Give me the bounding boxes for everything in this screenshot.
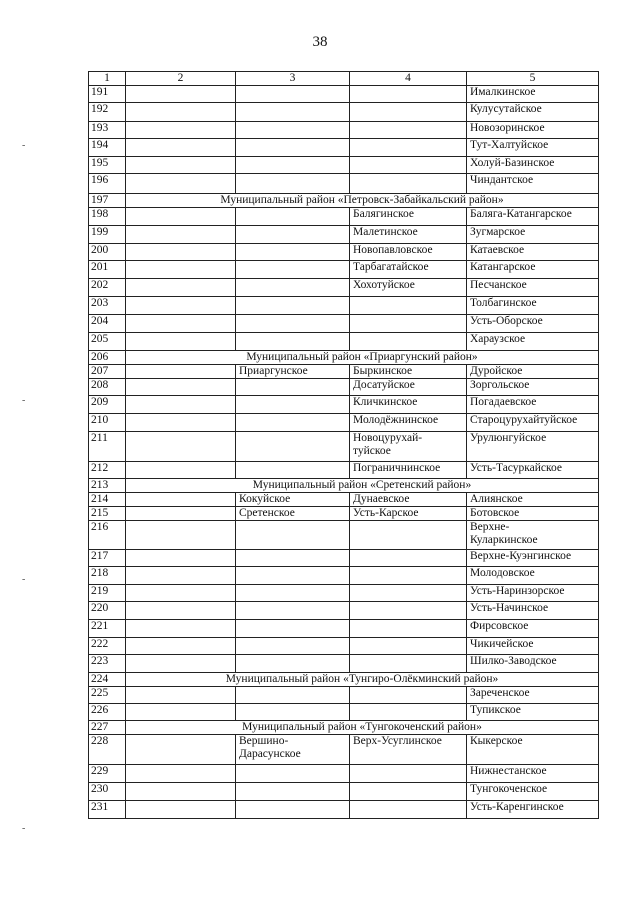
- table-row: [89, 226, 599, 244]
- table-row: [89, 122, 599, 139]
- row-number: 196: [89, 174, 126, 194]
- cell-col-3: [236, 585, 350, 602]
- row-number: 198: [89, 208, 126, 226]
- cell-col-2: [126, 261, 236, 279]
- cell-col-2: [126, 567, 236, 585]
- cell-col-5: Баляга-Катангарское: [467, 208, 599, 226]
- cell-col-3: [236, 655, 350, 673]
- row-number: 199: [89, 226, 126, 244]
- cell-col-3: [236, 315, 350, 333]
- cell-col-5: Зугмарское: [467, 226, 599, 244]
- margin-mark: -: [22, 823, 26, 834]
- table-row: [89, 735, 599, 765]
- section-row: [89, 721, 599, 735]
- cell-col-3: Приаргунское: [236, 365, 350, 379]
- table-row: [89, 687, 599, 704]
- cell-col-3: [236, 521, 350, 550]
- row-number: 206: [89, 351, 126, 365]
- cell-col-3: [236, 139, 350, 157]
- cell-col-4: [350, 103, 467, 122]
- table-row: [89, 801, 599, 819]
- header-row: [89, 72, 599, 86]
- row-number: 213: [89, 479, 126, 493]
- cell-col-4: Тарбагатайское: [350, 261, 467, 279]
- cell-col-5: Ималкинское: [467, 86, 599, 103]
- cell-col-2: [126, 521, 236, 550]
- cell-col-2: [126, 493, 236, 507]
- cell-col-5: Катангарское: [467, 261, 599, 279]
- cell-col-2: [126, 379, 236, 396]
- cell-col-5: Фирсовское: [467, 620, 599, 638]
- column-header-1: 1: [89, 72, 126, 86]
- cell-col-2: [126, 687, 236, 704]
- cell-col-2: [126, 315, 236, 333]
- cell-col-2: [126, 432, 236, 462]
- cell-col-3: [236, 379, 350, 396]
- cell-col-5: Усть-Каренгинское: [467, 801, 599, 819]
- row-number: 218: [89, 567, 126, 585]
- cell-col-4: [350, 139, 467, 157]
- cell-col-2: [126, 333, 236, 351]
- table-row: [89, 315, 599, 333]
- cell-col-2: [126, 801, 236, 819]
- row-number: 223: [89, 655, 126, 673]
- cell-col-3: [236, 174, 350, 194]
- cell-col-3: [236, 620, 350, 638]
- margin-mark: -: [22, 395, 26, 406]
- row-number: 225: [89, 687, 126, 704]
- cell-col-3: [236, 122, 350, 139]
- row-number: 220: [89, 602, 126, 620]
- cell-col-2: [126, 396, 236, 414]
- cell-col-4: [350, 122, 467, 139]
- cell-col-3: [236, 765, 350, 783]
- table-row: [89, 783, 599, 801]
- row-number: 192: [89, 103, 126, 122]
- cell-col-2: [126, 122, 236, 139]
- cell-col-4: [350, 521, 467, 550]
- table-row: [89, 432, 599, 462]
- cell-col-5: Кулусутайское: [467, 103, 599, 122]
- district-title: Муниципальный район «Тунгокоченский район»: [126, 721, 599, 735]
- cell-col-2: [126, 655, 236, 673]
- cell-col-3: [236, 567, 350, 585]
- table-row: [89, 462, 599, 479]
- cell-col-3: [236, 279, 350, 297]
- cell-col-2: [126, 585, 236, 602]
- row-number: 207: [89, 365, 126, 379]
- cell-col-3: [236, 462, 350, 479]
- cell-col-2: [126, 550, 236, 567]
- table-row: [89, 379, 599, 396]
- table-row: [89, 765, 599, 783]
- row-number: 226: [89, 704, 126, 721]
- cell-col-2: [126, 139, 236, 157]
- cell-col-2: [126, 279, 236, 297]
- table-row: [89, 585, 599, 602]
- cell-col-2: [126, 86, 236, 103]
- cell-col-5: Песчанское: [467, 279, 599, 297]
- cell-col-5: Кыкерское: [467, 735, 599, 765]
- cell-col-5: Катаевское: [467, 244, 599, 261]
- cell-col-4: [350, 687, 467, 704]
- cell-col-3: [236, 333, 350, 351]
- cell-col-5: Староцурухайтуйское: [467, 414, 599, 432]
- cell-col-3: [236, 244, 350, 261]
- row-number: 229: [89, 765, 126, 783]
- cell-col-4: [350, 174, 467, 194]
- cell-col-4: Малетинское: [350, 226, 467, 244]
- section-row: [89, 673, 599, 687]
- table-row: [89, 86, 599, 103]
- cell-col-4: Хохотуйское: [350, 279, 467, 297]
- row-number: 228: [89, 735, 126, 765]
- municipalities-table: [88, 71, 599, 819]
- cell-col-2: [126, 735, 236, 765]
- cell-col-4: [350, 157, 467, 174]
- table-row: [89, 704, 599, 721]
- cell-col-5: Шилко-Заводское: [467, 655, 599, 673]
- table-row: [89, 507, 599, 521]
- cell-col-3: [236, 208, 350, 226]
- column-header-3: 3: [236, 72, 350, 86]
- table-row: [89, 567, 599, 585]
- cell-col-5: Холуй-Базинское: [467, 157, 599, 174]
- cell-col-3: [236, 226, 350, 244]
- cell-col-4: Усть-Карское: [350, 507, 467, 521]
- cell-col-5: Дуройское: [467, 365, 599, 379]
- row-number: 230: [89, 783, 126, 801]
- row-number: 215: [89, 507, 126, 521]
- table-row: [89, 208, 599, 226]
- row-number: 221: [89, 620, 126, 638]
- district-title: Муниципальный район «Сретенский район»: [126, 479, 599, 493]
- row-number: 231: [89, 801, 126, 819]
- table-row: [89, 333, 599, 351]
- row-number: 200: [89, 244, 126, 261]
- section-row: [89, 351, 599, 365]
- table-row: [89, 279, 599, 297]
- table-row: [89, 157, 599, 174]
- cell-col-5: Усть-Наринзорское: [467, 585, 599, 602]
- cell-col-4: [350, 655, 467, 673]
- table-row: [89, 620, 599, 638]
- row-number: 191: [89, 86, 126, 103]
- cell-col-4: [350, 585, 467, 602]
- cell-col-4: [350, 704, 467, 721]
- cell-col-4: [350, 567, 467, 585]
- cell-col-5: Урулюнгуйское: [467, 432, 599, 462]
- cell-col-5: Верхне- Куларкинское: [467, 521, 599, 550]
- row-number: 209: [89, 396, 126, 414]
- cell-col-4: Балягинское: [350, 208, 467, 226]
- row-number: 211: [89, 432, 126, 462]
- section-row: [89, 194, 599, 208]
- cell-col-4: [350, 333, 467, 351]
- row-number: 222: [89, 638, 126, 655]
- cell-col-3: [236, 550, 350, 567]
- cell-col-5: Алиянское: [467, 493, 599, 507]
- row-number: 214: [89, 493, 126, 507]
- row-number: 224: [89, 673, 126, 687]
- district-title: Муниципальный район «Приаргунский район»: [126, 351, 599, 365]
- cell-col-4: Дунаевское: [350, 493, 467, 507]
- cell-col-4: [350, 783, 467, 801]
- cell-col-4: Новоцурухай- туйское: [350, 432, 467, 462]
- cell-col-3: [236, 801, 350, 819]
- cell-col-2: [126, 638, 236, 655]
- row-number: 202: [89, 279, 126, 297]
- cell-col-4: Новопавловское: [350, 244, 467, 261]
- cell-col-3: Вершино- Дарасунское: [236, 735, 350, 765]
- column-header-4: 4: [350, 72, 467, 86]
- cell-col-5: Тунгокоченское: [467, 783, 599, 801]
- cell-col-3: [236, 157, 350, 174]
- cell-col-5: Верхне-Куэнгинское: [467, 550, 599, 567]
- cell-col-2: [126, 103, 236, 122]
- cell-col-5: Усть-Тасуркайское: [467, 462, 599, 479]
- cell-col-3: [236, 297, 350, 315]
- column-header-2: 2: [126, 72, 236, 86]
- cell-col-4: Быркинское: [350, 365, 467, 379]
- cell-col-4: Досатуйское: [350, 379, 467, 396]
- cell-col-5: Толбагинское: [467, 297, 599, 315]
- cell-col-3: [236, 103, 350, 122]
- table-row: [89, 521, 599, 550]
- cell-col-5: Зареченское: [467, 687, 599, 704]
- cell-col-3: [236, 396, 350, 414]
- cell-col-4: [350, 86, 467, 103]
- cell-col-3: [236, 86, 350, 103]
- cell-col-2: [126, 226, 236, 244]
- table-row: [89, 365, 599, 379]
- table-row: [89, 261, 599, 279]
- row-number: 208: [89, 379, 126, 396]
- cell-col-4: Верх-Усуглинское: [350, 735, 467, 765]
- table-row: [89, 297, 599, 315]
- cell-col-4: [350, 638, 467, 655]
- table-row: [89, 396, 599, 414]
- district-title: Муниципальный район «Тунгиро-Олёкминский район»: [126, 673, 599, 687]
- cell-col-4: [350, 602, 467, 620]
- table-row: [89, 414, 599, 432]
- margin-mark: -: [22, 140, 26, 151]
- cell-col-5: Молодовское: [467, 567, 599, 585]
- cell-col-2: [126, 602, 236, 620]
- row-number: 227: [89, 721, 126, 735]
- table-row: [89, 602, 599, 620]
- cell-col-4: [350, 315, 467, 333]
- cell-col-5: Нижнестанское: [467, 765, 599, 783]
- cell-col-5: Ботовское: [467, 507, 599, 521]
- cell-col-2: [126, 704, 236, 721]
- row-number: 219: [89, 585, 126, 602]
- cell-col-5: Тут-Халтуйское: [467, 139, 599, 157]
- cell-col-2: [126, 208, 236, 226]
- row-number: 201: [89, 261, 126, 279]
- row-number: 194: [89, 139, 126, 157]
- cell-col-2: [126, 244, 236, 261]
- row-number: 216: [89, 521, 126, 550]
- cell-col-3: [236, 602, 350, 620]
- cell-col-3: [236, 432, 350, 462]
- section-row: [89, 479, 599, 493]
- cell-col-4: [350, 801, 467, 819]
- cell-col-3: [236, 687, 350, 704]
- cell-col-2: [126, 765, 236, 783]
- cell-col-4: [350, 550, 467, 567]
- cell-col-3: [236, 638, 350, 655]
- cell-col-5: Усть-Начинское: [467, 602, 599, 620]
- cell-col-4: Молодёжнинское: [350, 414, 467, 432]
- table-row: [89, 139, 599, 157]
- cell-col-4: Кличкинское: [350, 396, 467, 414]
- cell-col-3: Сретенское: [236, 507, 350, 521]
- cell-col-2: [126, 620, 236, 638]
- cell-col-5: Зоргольское: [467, 379, 599, 396]
- cell-col-2: [126, 414, 236, 432]
- row-number: 204: [89, 315, 126, 333]
- cell-col-2: [126, 365, 236, 379]
- page-number: 38: [312, 34, 328, 50]
- cell-col-3: [236, 414, 350, 432]
- cell-col-2: [126, 297, 236, 315]
- cell-col-3: [236, 783, 350, 801]
- row-number: 205: [89, 333, 126, 351]
- cell-col-4: [350, 620, 467, 638]
- table-body: [89, 72, 599, 819]
- cell-col-2: [126, 507, 236, 521]
- table-row: [89, 638, 599, 655]
- cell-col-2: [126, 783, 236, 801]
- row-number: 203: [89, 297, 126, 315]
- row-number: 193: [89, 122, 126, 139]
- row-number: 210: [89, 414, 126, 432]
- cell-col-3: [236, 704, 350, 721]
- district-title: Муниципальный район «Петровск-Забайкальский район»: [126, 194, 599, 208]
- table-row: [89, 103, 599, 122]
- cell-col-5: Новозоринское: [467, 122, 599, 139]
- row-number: 217: [89, 550, 126, 567]
- row-number: 195: [89, 157, 126, 174]
- cell-col-3: Кокуйское: [236, 493, 350, 507]
- cell-col-3: [236, 261, 350, 279]
- table-row: [89, 550, 599, 567]
- table-row: [89, 244, 599, 261]
- table-row: [89, 493, 599, 507]
- cell-col-4: [350, 297, 467, 315]
- column-header-5: 5: [467, 72, 599, 86]
- cell-col-5: Тупикское: [467, 704, 599, 721]
- cell-col-5: Погадаевское: [467, 396, 599, 414]
- table-row: [89, 174, 599, 194]
- cell-col-2: [126, 174, 236, 194]
- table-row: [89, 655, 599, 673]
- margin-mark: -: [22, 574, 26, 585]
- cell-col-2: [126, 157, 236, 174]
- row-number: 197: [89, 194, 126, 208]
- cell-col-4: [350, 765, 467, 783]
- cell-col-5: Чиндантское: [467, 174, 599, 194]
- cell-col-5: Чикичейское: [467, 638, 599, 655]
- row-number: 212: [89, 462, 126, 479]
- cell-col-5: Усть-Оборское: [467, 315, 599, 333]
- cell-col-5: Хараузское: [467, 333, 599, 351]
- cell-col-4: Пограничнинское: [350, 462, 467, 479]
- cell-col-2: [126, 462, 236, 479]
